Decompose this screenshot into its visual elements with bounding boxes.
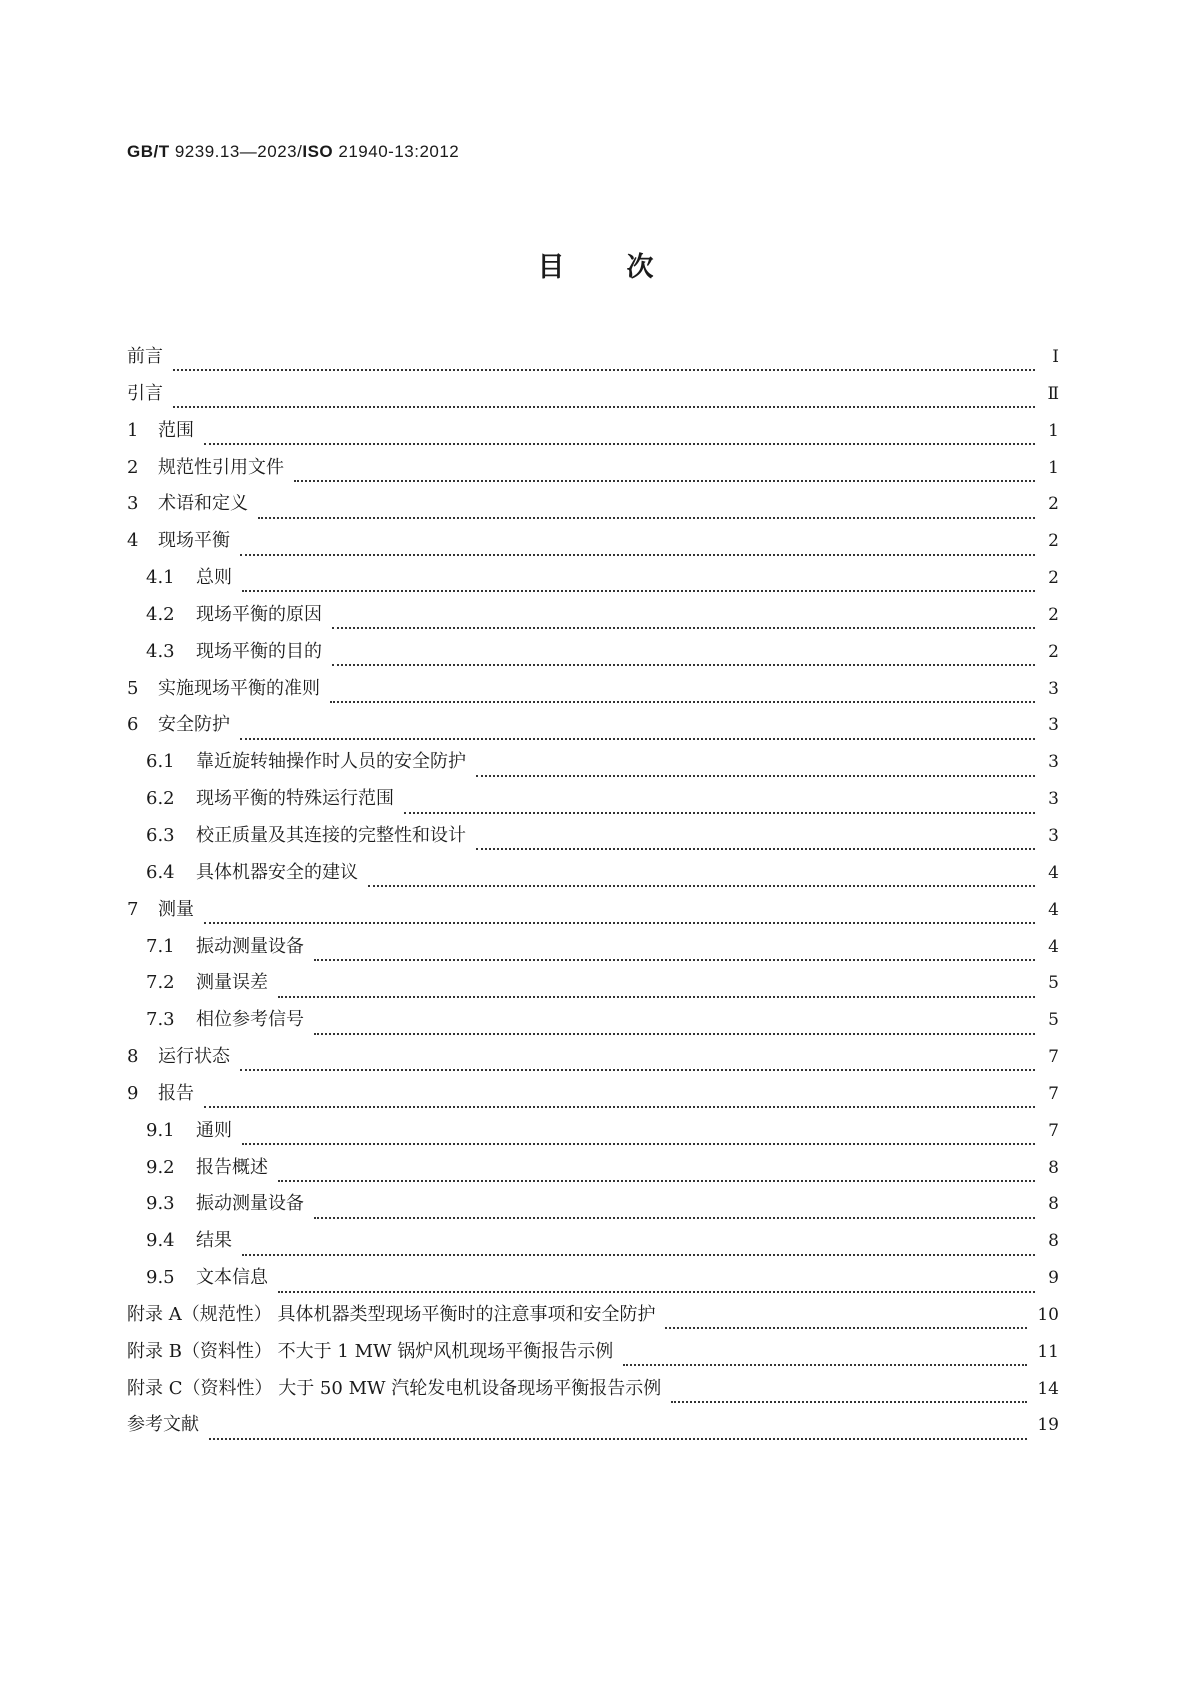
toc-entry[interactable]	[127, 892, 1059, 929]
toc-entry[interactable]	[127, 781, 1059, 818]
toc-entry-page: 8	[1048, 1157, 1059, 1178]
toc-entry-page: 19	[1037, 1415, 1059, 1436]
table-of-contents	[127, 339, 1059, 1444]
toc-entry-label: 测量	[158, 898, 194, 920]
toc-entry[interactable]	[127, 376, 1059, 413]
toc-leader-dots	[404, 798, 1035, 814]
toc-leader-dots	[204, 429, 1035, 445]
toc-entry-label: 测量误差	[196, 972, 268, 994]
toc-entry-label: 振动测量设备	[196, 1193, 304, 1215]
toc-leader-dots	[314, 1019, 1035, 1035]
toc-leader-dots	[204, 1092, 1035, 1108]
toc-leader-dots	[242, 576, 1035, 592]
toc-entry[interactable]	[127, 450, 1059, 487]
toc-entry-page: 2	[1048, 604, 1059, 625]
toc-entry-number: 6	[127, 714, 139, 736]
toc-entry[interactable]	[127, 597, 1059, 634]
toc-leader-dots	[209, 1424, 1027, 1440]
iso-prefix: ISO	[302, 142, 334, 161]
toc-entry-number: 6.3	[146, 824, 175, 846]
toc-entry-number: 1	[127, 419, 139, 441]
toc-entry-label: 现场平衡的原因	[196, 603, 322, 625]
toc-entry-page: 11	[1037, 1341, 1059, 1362]
toc-leader-dots	[204, 908, 1035, 924]
toc-leader-dots	[476, 761, 1035, 777]
toc-entry[interactable]	[127, 1371, 1059, 1408]
toc-entry-number: 6.4	[146, 861, 175, 883]
toc-entry-page: 7	[1048, 1047, 1059, 1068]
toc-entry-number: 3	[127, 493, 139, 515]
toc-leader-dots	[332, 650, 1035, 666]
toc-entry[interactable]	[127, 1002, 1059, 1039]
toc-entry[interactable]	[127, 671, 1059, 708]
toc-entry-page: 5	[1048, 973, 1059, 994]
toc-entry[interactable]	[127, 818, 1059, 855]
toc-entry[interactable]	[127, 1407, 1059, 1444]
toc-entry-page: 1	[1048, 457, 1059, 478]
toc-entry-page: 3	[1048, 825, 1059, 846]
toc-entry-number: 4.1	[146, 567, 175, 589]
toc-entry-label: 相位参考信号	[196, 1009, 304, 1031]
toc-entry-number: 4.3	[146, 640, 175, 662]
toc-entry-number: 9.4	[146, 1230, 175, 1252]
toc-entry-label: 具体机器安全的建议	[196, 861, 358, 883]
toc-entry-label: 引言	[127, 382, 163, 404]
toc-leader-dots	[240, 540, 1035, 556]
toc-entry-page: 5	[1048, 1010, 1059, 1031]
toc-entry-number: 2	[127, 456, 139, 478]
toc-leader-dots	[173, 392, 1035, 408]
toc-entry[interactable]	[127, 1260, 1059, 1297]
toc-entry-number: 9.3	[146, 1193, 175, 1215]
toc-leader-dots	[278, 982, 1035, 998]
toc-entry-number: 7	[127, 898, 139, 920]
toc-entry[interactable]	[127, 486, 1059, 523]
toc-entry[interactable]	[127, 1297, 1059, 1334]
toc-entry-page: 3	[1048, 715, 1059, 736]
toc-entry-page: 4	[1048, 899, 1059, 920]
toc-leader-dots	[278, 1166, 1035, 1182]
toc-entry-number: 8	[127, 1046, 139, 1068]
toc-entry[interactable]	[127, 1223, 1059, 1260]
toc-leader-dots	[242, 1240, 1035, 1256]
toc-entry-page: 3	[1048, 678, 1059, 699]
gbt-prefix: GB/T	[127, 142, 170, 161]
toc-leader-dots	[173, 355, 1035, 371]
toc-entry-number: 9	[127, 1082, 139, 1104]
toc-leader-dots	[278, 1277, 1035, 1293]
toc-leader-dots	[294, 466, 1035, 482]
toc-entry-label: 靠近旋转轴操作时人员的安全防护	[196, 751, 466, 773]
toc-leader-dots	[242, 1129, 1035, 1145]
toc-entry[interactable]	[127, 1076, 1059, 1113]
title-char-2: 次	[626, 252, 654, 283]
toc-leader-dots	[476, 834, 1035, 850]
standard-code-header	[127, 142, 459, 162]
toc-entry-page: 7	[1048, 1120, 1059, 1141]
toc-leader-dots	[368, 871, 1035, 887]
toc-entry-label: 附录 C（资料性） 大于 50 MW 汽轮发电机设备现场平衡报告示例	[127, 1377, 662, 1399]
toc-leader-dots	[665, 1313, 1027, 1329]
toc-entry-number: 4	[127, 530, 139, 552]
toc-entry-label: 现场平衡的特殊运行范围	[196, 788, 394, 810]
toc-entry-label: 报告概述	[196, 1156, 268, 1178]
toc-entry-label: 校正质量及其连接的完整性和设计	[196, 824, 466, 846]
page-title	[0, 245, 1191, 284]
toc-entry-label: 附录 B（资料性） 不大于 1 MW 锅炉风机现场平衡报告示例	[127, 1340, 614, 1362]
toc-entry-page: 3	[1048, 752, 1059, 773]
toc-entry-label: 前言	[127, 346, 163, 367]
toc-leader-dots	[623, 1350, 1027, 1366]
toc-entry-page: 1	[1048, 420, 1059, 441]
toc-entry-label: 术语和定义	[158, 493, 248, 515]
toc-entry-label: 总则	[196, 567, 232, 589]
toc-leader-dots	[314, 1203, 1035, 1219]
toc-entry[interactable]	[127, 707, 1059, 744]
toc-leader-dots	[240, 1055, 1035, 1071]
toc-entry[interactable]	[127, 965, 1059, 1002]
toc-entry[interactable]	[127, 339, 1059, 376]
toc-entry-label: 安全防护	[158, 714, 230, 736]
toc-leader-dots	[258, 503, 1035, 519]
toc-entry-label: 参考文献	[127, 1414, 199, 1436]
toc-entry[interactable]	[127, 1334, 1059, 1371]
toc-leader-dots	[332, 613, 1035, 629]
toc-entry-page: 3	[1048, 789, 1059, 810]
toc-entry-label: 实施现场平衡的准则	[158, 677, 320, 699]
toc-entry-page: 14	[1037, 1378, 1059, 1399]
toc-entry-label: 报告	[158, 1082, 194, 1104]
toc-entry[interactable]	[127, 1039, 1059, 1076]
toc-entry-page: 2	[1048, 494, 1059, 515]
toc-entry-page: 7	[1048, 1083, 1059, 1104]
toc-entry-page: Ⅰ	[1052, 347, 1059, 367]
toc-entry-page: 4	[1048, 862, 1059, 883]
toc-entry-page: 8	[1048, 1231, 1059, 1252]
toc-entry-number: 7.3	[146, 1009, 175, 1031]
toc-leader-dots	[240, 724, 1035, 740]
toc-entry-label: 文本信息	[196, 1267, 268, 1289]
toc-entry-number: 5	[127, 677, 139, 699]
toc-entry-page: Ⅱ	[1047, 383, 1059, 404]
toc-entry[interactable]	[127, 855, 1059, 892]
toc-entry[interactable]	[127, 634, 1059, 671]
toc-entry-page: 4	[1048, 936, 1059, 957]
toc-entry-number: 7.1	[146, 935, 175, 957]
toc-entry-number: 9.5	[146, 1267, 175, 1289]
toc-leader-dots	[314, 945, 1035, 961]
toc-entry-page: 10	[1037, 1304, 1059, 1325]
toc-entry-label: 范围	[158, 419, 194, 441]
toc-entry-label: 附录 A（规范性） 具体机器类型现场平衡时的注意事项和安全防护	[127, 1303, 656, 1325]
toc-entry[interactable]	[127, 413, 1059, 450]
toc-entry-number: 7.2	[146, 972, 175, 994]
toc-entry-label: 振动测量设备	[196, 935, 304, 957]
toc-entry-number: 4.2	[146, 603, 175, 625]
toc-entry[interactable]	[127, 560, 1059, 597]
title-char-1: 目	[537, 252, 565, 283]
toc-leader-dots	[671, 1387, 1027, 1403]
gbt-code: 9239.13—2023/	[174, 142, 303, 161]
toc-entry-page: 2	[1048, 568, 1059, 589]
toc-entry-number: 6.1	[146, 751, 175, 773]
toc-entry[interactable]	[127, 523, 1059, 560]
toc-entry-page: 8	[1048, 1194, 1059, 1215]
toc-entry-number: 9.2	[146, 1156, 175, 1178]
toc-entry-label: 通则	[196, 1119, 232, 1141]
iso-code: 21940-13:2012	[338, 142, 460, 161]
toc-entry-label: 运行状态	[158, 1046, 230, 1068]
toc-entry-label: 现场平衡的目的	[196, 640, 322, 662]
toc-entry-page: 2	[1048, 531, 1059, 552]
toc-entry[interactable]	[127, 1150, 1059, 1187]
toc-entry[interactable]	[127, 929, 1059, 966]
toc-entry-label: 规范性引用文件	[158, 456, 284, 478]
toc-entry[interactable]	[127, 1113, 1059, 1150]
toc-entry[interactable]	[127, 1186, 1059, 1223]
toc-entry-number: 6.2	[146, 788, 175, 810]
toc-entry-number: 9.1	[146, 1119, 175, 1141]
toc-leader-dots	[330, 687, 1035, 703]
toc-entry[interactable]	[127, 744, 1059, 781]
toc-entry-label: 现场平衡	[158, 530, 230, 552]
toc-entry-page: 9	[1048, 1268, 1059, 1289]
toc-entry-page: 2	[1048, 641, 1059, 662]
toc-entry-label: 结果	[196, 1230, 232, 1252]
